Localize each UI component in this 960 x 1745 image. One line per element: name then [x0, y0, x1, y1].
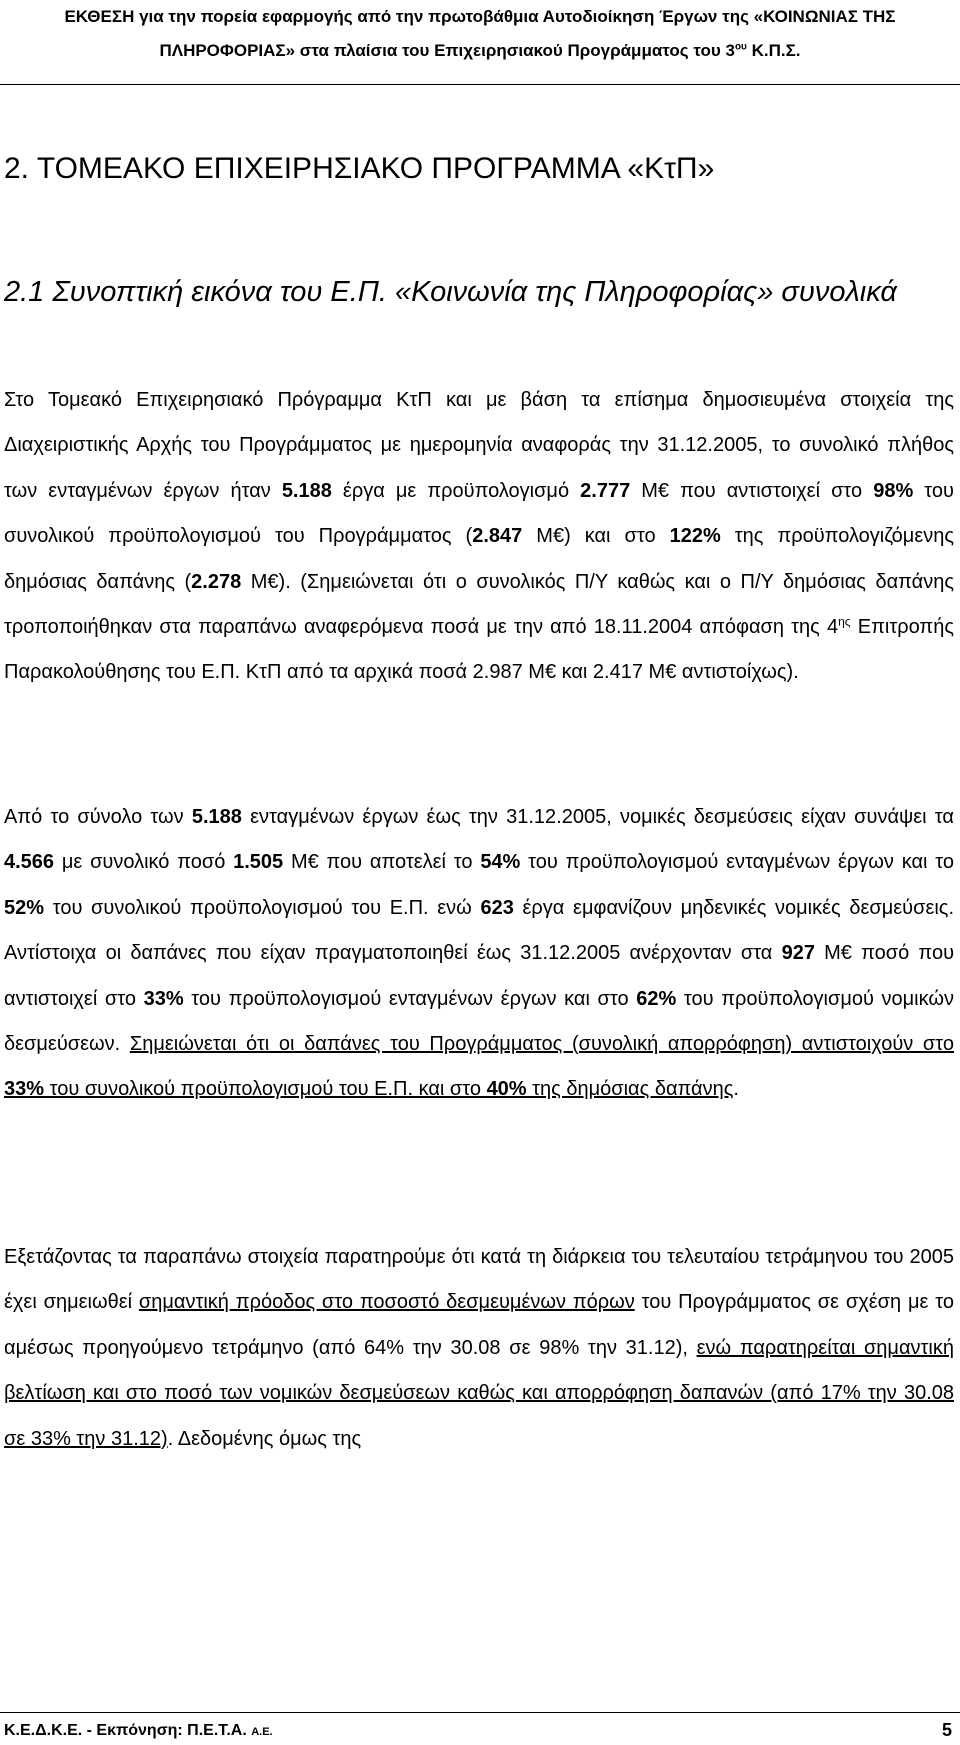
footer-credit: Κ.Ε.Δ.Κ.Ε. - Εκπόνηση: Π.Ε.Τ.Α. Α.Ε.	[4, 1722, 273, 1739]
paragraph-commitments: Από το σύνολο των 5.188 ενταγμένων έργων έως την 31.12.2005, νομικές δεσμεύσεις είχαν συνάψει τα 4.566 με συνολικό ποσό 1.505 Μ€ που αποτελεί το 54% του προϋπολογισμού ενταγμένων έργων και το 52% του συνολικού προϋπολογισμού του Ε.Π. ενώ 623 έργα εμφανίζουν μηδενικές νομικές δεσμεύσεις. Αντίστοιχα οι δαπάνες που είχαν πραγματοποιηθεί έως 31.12.2005 ανέρχονταν στα 927 Μ€ ποσό που αντιστοιχεί στο 33% του προϋπολογισμού ενταγμένων έργων και στο 62% του προϋπολογισμού νομικών δεσμεύσεων. Σημειώνεται ότι οι δαπάνες του Προγράμματος (συνολική απορρόφηση) αντιστοιχούν στο 33% του συνολικού προϋπολογισμού του Ε.Π. και στο 40% της δημόσιας δαπάνης.	[4, 806, 955, 1101]
paragraph-summary: Στο Τομεακό Επιχειρησιακό Πρόγραμμα ΚτΠ και με βάση τα επίσημα δημοσιευμένα στοιχεία της Διαχειριστικής Αρχής του Προγράμματος με ημερομηνία αναφοράς την 31.12.2005, το συνολικό πλήθος των ενταγμένων έργων ήταν 5.188 έργα με προϋπολογισμό 2.777 Μ€ που αντιστοιχεί στο 98% του συνολικού προϋπολογισμού του Προγράμματος (2.847 Μ€) και στο 122% της προϋπολογιζόμενης δημόσιας δαπάνης (2.278 Μ€). (Σημειώνεται ότι ο συνολικός Π/Υ καθώς και ο Π/Υ δημόσιας δαπάνης τροποποιήθηκαν στα παραπάνω αναφερόμενα ποσά με την από 18.11.2004 απόφαση της $4^{\eta\varsigma}$ Επιτροπής Παρακολούθησης του Ε.Π. ΚτΠ από τα αρχικά ποσά 2.987 Μ€ και 2.417 Μ€ αντιστοίχως).	[4, 389, 955, 684]
page-footer	[0, 1712, 960, 1743]
page-header	[0, 0, 960, 85]
subsection-title: 2.1 Συνοπτική εικόνα του Ε.Π. «Κοινωνία της Πληροφορίας» συνολικά	[4, 276, 897, 308]
header-line-2-end: Κ.Π.Σ.	[746, 41, 801, 60]
page-number: 5	[941, 1720, 952, 1740]
header-superscript: ου	[734, 41, 747, 53]
section-title: 2. ΤΟΜΕΑΚΟ ΕΠΙΧΕΙΡΗΣΙΑΚΟ ΠΡΟΓΡΑΜΜΑ «ΚτΠ»	[4, 152, 715, 185]
header-line-1: ΕΚΘΕΣΗ για την πορεία εφαρμογής από την πρωτοβάθμια Αυτοδιοίκηση Έργων της «ΚΟΙΝΩΝΙΑΣ ΤΗΣ	[64, 7, 896, 26]
header-line-2	[0, 34, 960, 68]
header-line-2-text: ΠΛΗΡΟΦΟΡΙΑΣ» στα πλαίσια του Επιχειρησιακού Προγράμματος του 3	[159, 41, 735, 60]
paragraph-progress: Εξετάζοντας τα παραπάνω στοιχεία παρατηρούμε ότι κατά τη διάρκεια του τελευταίου τετράμηνου του 2005 έχει σημειωθεί σημαντική πρόοδος στο ποσοστό δεσμευμένων πόρων του Προγράμματος σε σχέση με το αμέσως προηγούμενο τετράμηνο (από 64% την 30.08 σε 98% την 31.12), ενώ παρατηρείται σημαντική βελτίωση και στο ποσό των νομικών δεσμεύσεων καθώς και απορρόφηση δαπανών (από 17% την 30.08 σε 33% την 31.12). Δεδομένης όμως της	[4, 1246, 954, 1450]
